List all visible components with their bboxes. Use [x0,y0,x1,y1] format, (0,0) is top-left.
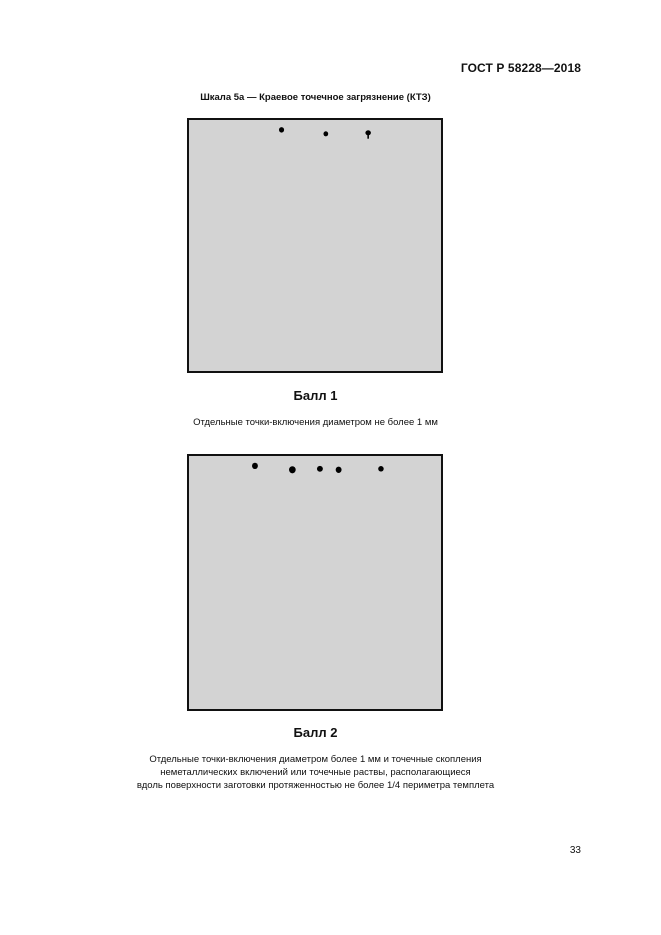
grade-1-label-text: Балл 1 [293,388,338,403]
inclusion-dots-grade-2 [189,456,441,709]
grade-2-label-text: Балл 2 [293,725,338,740]
grade-2-description-line-2: неметаллических включений или точечные раствы, располагающиеся [160,767,471,778]
grade-2-description [0,753,661,792]
inclusion-dot-tail [367,134,369,139]
figure-title [0,92,661,103]
inclusion-dot [252,463,258,469]
standard-code: ГОСТ Р 58228—2018 [460,61,581,75]
inclusion-dots-grade-1 [189,120,441,371]
inclusion-dot [279,127,284,133]
inclusion-dot [336,467,342,473]
inclusion-dot [289,466,296,473]
figure-title-text: Шкала 5а — Краевое точечное загрязнение (КТЗ) [200,92,431,103]
grade-2-description-line-3: вдоль поверхности заготовки протяженностью не более 1/4 периметра темплета [136,780,495,791]
grade-2-label [0,725,661,740]
template-sample-grade-1 [187,118,443,373]
grade-2-description-line-1: Отдельные точки-включения диаметром более 1 мм и точечные скопления [149,754,482,765]
grade-1-description [0,416,661,429]
grade-1-label [0,388,661,403]
inclusion-dot [317,466,323,472]
inclusion-dot [323,131,328,136]
inclusion-dot [378,466,384,472]
page-number: 33 [569,845,581,856]
template-sample-grade-2 [187,454,443,711]
grade-1-description-line: Отдельные точки-включения диаметром не более 1 мм [193,417,438,428]
